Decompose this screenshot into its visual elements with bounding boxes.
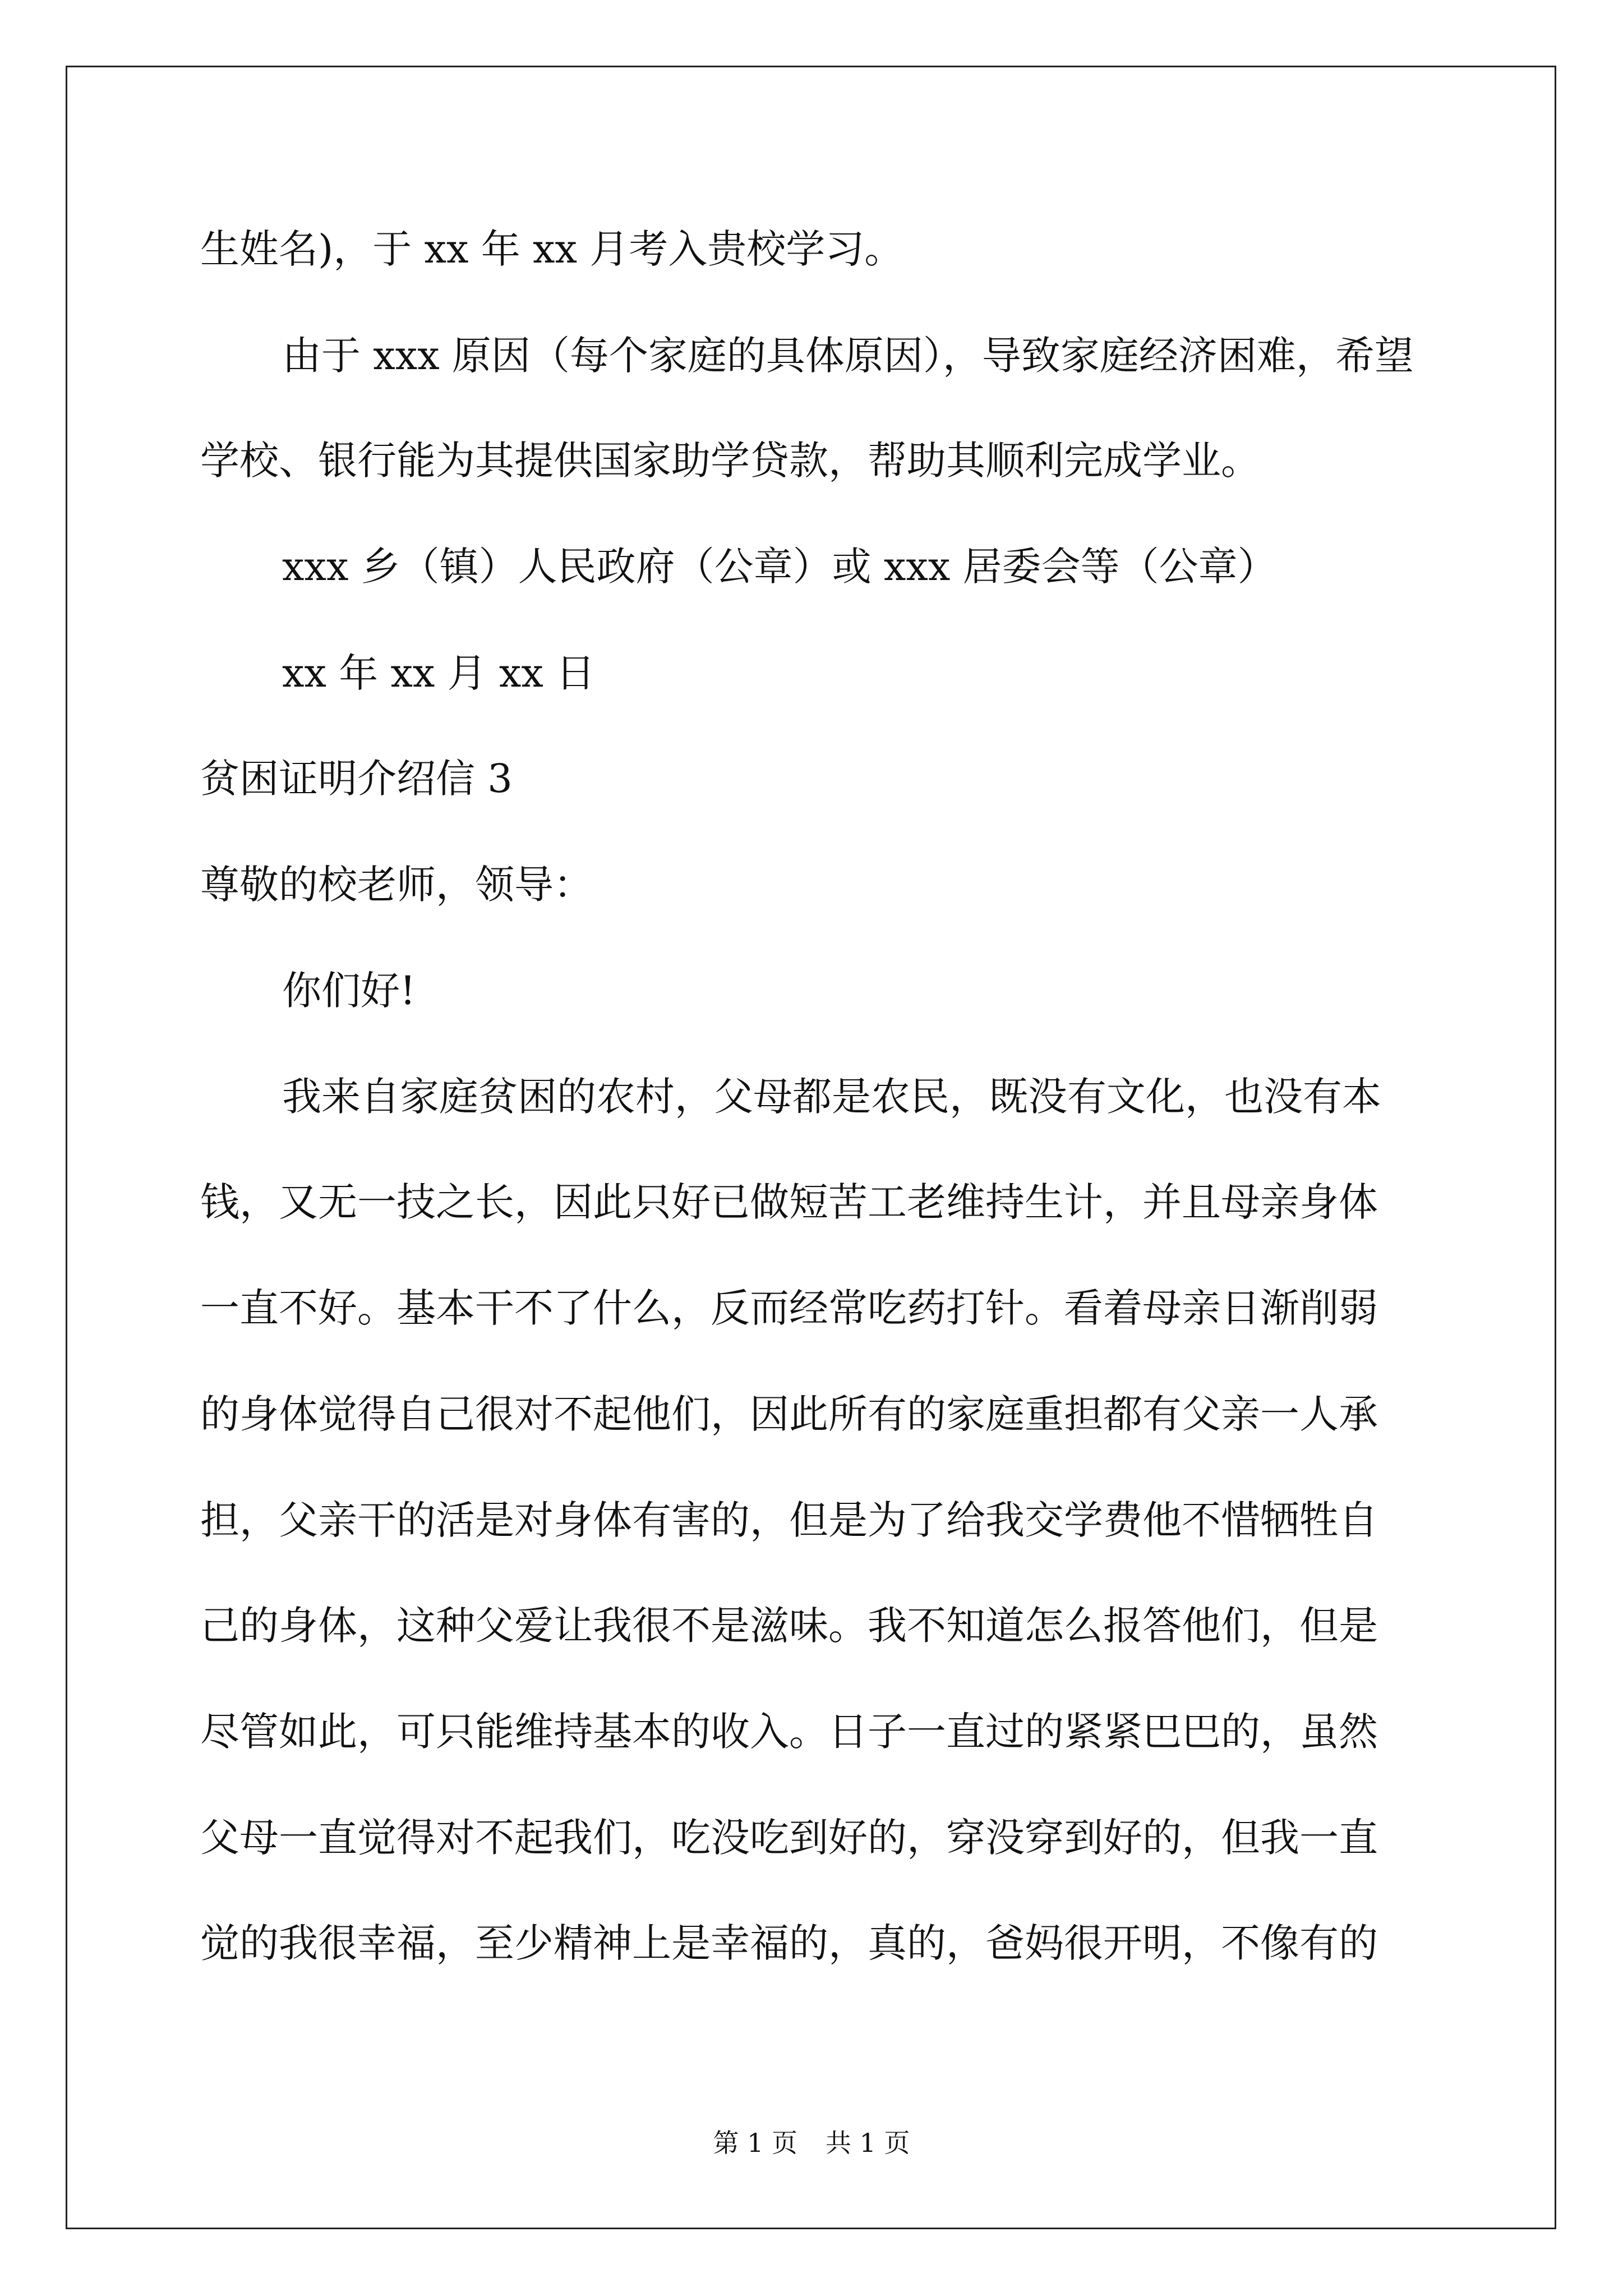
- text-line-1: 生姓名)，于 xx 年 xx 月考入贵校学习。: [200, 226, 904, 272]
- page-number: 第 1 页: [713, 2128, 797, 2158]
- text-line-11: 一直不好。基本干不了什么，反而经常吃药打针。看着母亲日渐削弱: [200, 1285, 1378, 1331]
- text-line-16: 父母一直觉得对不起我们，吃没吃到好的，穿没穿到好的，但我一直: [200, 1815, 1378, 1861]
- text-line-17: 觉的我很幸福，至少精神上是幸福的，真的，爸妈很开明，不像有的: [200, 1920, 1378, 1966]
- page-total: 共 1 页: [826, 2128, 910, 2158]
- text-line-12: 的身体觉得自己很对不起他们，因此所有的家庭重担都有父亲一人承: [200, 1391, 1378, 1437]
- text-line-2: 由于 xxx 原因（每个家庭的具体原因），导致家庭经济困难，希望: [282, 333, 1414, 379]
- text-line-10: 钱，又无一技之长，因此只好已做短苦工老维持生计，并且母亲身体: [200, 1179, 1378, 1225]
- greeting: 你们好!: [282, 968, 416, 1014]
- page-footer: [0, 2126, 1623, 2160]
- text-line-4: xxx 乡（镇）人民政府（公章）或 xxx 居委会等（公章）: [282, 544, 1277, 590]
- date-line: xx 年 xx 月 xx 日: [282, 650, 596, 696]
- page-border: [66, 66, 1556, 2229]
- text-line-9: 我来自家庭贫困的农村，父母都是农民，既没有文化，也没有本: [282, 1074, 1381, 1120]
- salutation: 尊敬的校老师，领导：: [200, 862, 593, 908]
- text-line-13: 担，父亲干的活是对身体有害的，但是为了给我交学费他不惜牺牲自: [200, 1497, 1378, 1543]
- text-line-14: 己的身体，这种父爱让我很不是滋味。我不知道怎么报答他们，但是: [200, 1603, 1378, 1649]
- text-line-3: 学校、银行能为其提供国家助学贷款，帮助其顺利完成学业。: [200, 438, 1260, 484]
- text-line-15: 尽管如此，可只能维持基本的收入。日子一直过的紧紧巴巴的，虽然: [200, 1709, 1378, 1755]
- section-heading: 贫困证明介绍信 3: [200, 756, 513, 802]
